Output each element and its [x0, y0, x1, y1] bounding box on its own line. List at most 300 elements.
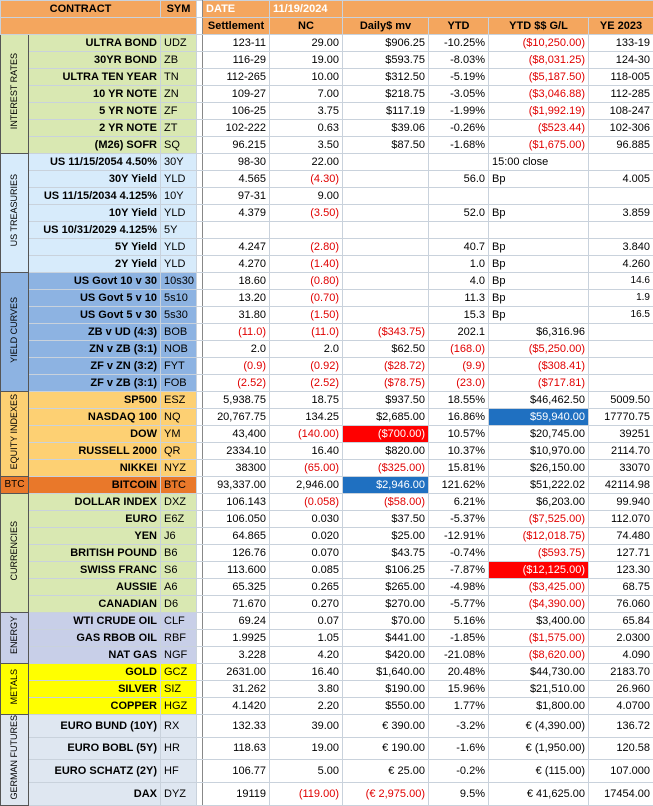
ye-cell[interactable]: 68.75: [589, 579, 653, 596]
settlement-cell[interactable]: 2334.10: [203, 443, 270, 460]
ye-cell[interactable]: 65.84: [589, 613, 653, 630]
contract-cell[interactable]: EURO BUND (10Y): [29, 715, 161, 738]
settlement-cell[interactable]: 4.1420: [203, 698, 270, 715]
daily-mv-cell[interactable]: [343, 290, 429, 307]
symbol-cell[interactable]: ZT: [161, 120, 197, 137]
daily-mv-cell[interactable]: ($343.75): [343, 324, 429, 341]
header-ytd[interactable]: YTD: [429, 18, 489, 35]
contract-cell[interactable]: SWISS FRANC: [29, 562, 161, 579]
symbol-cell[interactable]: D6: [161, 596, 197, 613]
ye-cell[interactable]: 108-247: [589, 103, 653, 120]
ytd-cell[interactable]: -0.26%: [429, 120, 489, 137]
contract-cell[interactable]: RUSSELL 2000: [29, 443, 161, 460]
settlement-cell[interactable]: 4.379: [203, 205, 270, 222]
ytd-cell[interactable]: 40.7: [429, 239, 489, 256]
contract-cell[interactable]: 5Y Yield: [29, 239, 161, 256]
contract-cell[interactable]: US Govt 10 v 30: [29, 273, 161, 290]
ytd-gl-cell[interactable]: ($3,425.00): [489, 579, 589, 596]
ye-cell[interactable]: 123.30: [589, 562, 653, 579]
ye-cell[interactable]: 76.060: [589, 596, 653, 613]
ytd-cell[interactable]: -1.85%: [429, 630, 489, 647]
settlement-cell[interactable]: 5,938.75: [203, 392, 270, 409]
contract-cell[interactable]: US 10/31/2029 4.125%: [29, 222, 161, 239]
ytd-gl-cell[interactable]: ($3,046.88): [489, 86, 589, 103]
nc-cell[interactable]: 7.00: [270, 86, 343, 103]
daily-mv-cell[interactable]: € 190.00: [343, 737, 429, 760]
daily-mv-cell[interactable]: $265.00: [343, 579, 429, 596]
ytd-gl-cell[interactable]: ($523.44): [489, 120, 589, 137]
ytd-gl-cell[interactable]: $21,510.00: [489, 681, 589, 698]
symbol-cell[interactable]: 5s10: [161, 290, 197, 307]
contract-cell[interactable]: US 11/15/2034 4.125%: [29, 188, 161, 205]
ytd-cell[interactable]: 1.77%: [429, 698, 489, 715]
nc-cell[interactable]: (4.30): [270, 171, 343, 188]
settlement-cell[interactable]: 43,400: [203, 426, 270, 443]
symbol-cell[interactable]: NQ: [161, 409, 197, 426]
ye-cell[interactable]: 120.58: [589, 737, 653, 760]
ytd-cell[interactable]: (9.9): [429, 358, 489, 375]
symbol-cell[interactable]: 5s30: [161, 307, 197, 324]
contract-cell[interactable]: DOLLAR INDEX: [29, 494, 161, 511]
ytd-cell[interactable]: 202.1: [429, 324, 489, 341]
ye-cell[interactable]: 2.0300: [589, 630, 653, 647]
daily-mv-cell[interactable]: [343, 154, 429, 171]
contract-cell[interactable]: NAT GAS: [29, 647, 161, 664]
ye-cell[interactable]: 2183.70: [589, 664, 653, 681]
symbol-cell[interactable]: BOB: [161, 324, 197, 341]
ytd-gl-cell[interactable]: ($10,250.00): [489, 35, 589, 52]
contract-cell[interactable]: 2 YR NOTE: [29, 120, 161, 137]
settlement-cell[interactable]: 4.247: [203, 239, 270, 256]
ytd-cell[interactable]: 15.96%: [429, 681, 489, 698]
symbol-cell[interactable]: DYZ: [161, 782, 197, 805]
daily-mv-cell[interactable]: ($28.72): [343, 358, 429, 375]
ye-cell[interactable]: 5009.50: [589, 392, 653, 409]
ye-cell[interactable]: 107.000: [589, 760, 653, 783]
settlement-cell[interactable]: 112-265: [203, 69, 270, 86]
symbol-cell[interactable]: HF: [161, 760, 197, 783]
ye-cell[interactable]: 17454.00: [589, 782, 653, 805]
ytd-gl-cell[interactable]: € (115.00): [489, 760, 589, 783]
header-sym[interactable]: SYM: [161, 1, 197, 18]
ye-cell[interactable]: 39251: [589, 426, 653, 443]
symbol-cell[interactable]: A6: [161, 579, 197, 596]
settlement-cell[interactable]: 3.228: [203, 647, 270, 664]
daily-mv-cell[interactable]: $2,685.00: [343, 409, 429, 426]
ytd-gl-cell[interactable]: ($5,187.50): [489, 69, 589, 86]
nc-cell[interactable]: 19.00: [270, 737, 343, 760]
ye-cell[interactable]: 14.6: [589, 273, 653, 290]
nc-cell[interactable]: 19.00: [270, 52, 343, 69]
contract-cell[interactable]: SILVER: [29, 681, 161, 698]
ye-cell[interactable]: [589, 324, 653, 341]
ytd-gl-cell[interactable]: $59,940.00: [489, 409, 589, 426]
contract-cell[interactable]: YEN: [29, 528, 161, 545]
daily-mv-cell[interactable]: [343, 273, 429, 290]
daily-mv-cell[interactable]: ($700.00): [343, 426, 429, 443]
ye-cell[interactable]: 96.885: [589, 137, 653, 154]
settlement-cell[interactable]: (2.52): [203, 375, 270, 392]
daily-mv-cell[interactable]: ($78.75): [343, 375, 429, 392]
ytd-gl-cell[interactable]: € (1,950.00): [489, 737, 589, 760]
ytd-cell[interactable]: (23.0): [429, 375, 489, 392]
ytd-cell[interactable]: 11.3: [429, 290, 489, 307]
ye-cell[interactable]: 4.0700: [589, 698, 653, 715]
ytd-gl-cell[interactable]: ($4,390.00): [489, 596, 589, 613]
ytd-cell[interactable]: 6.21%: [429, 494, 489, 511]
symbol-cell[interactable]: ZF: [161, 103, 197, 120]
ytd-cell[interactable]: 15.3: [429, 307, 489, 324]
nc-cell[interactable]: 3.75: [270, 103, 343, 120]
symbol-cell[interactable]: YLD: [161, 256, 197, 273]
nc-cell[interactable]: (0.70): [270, 290, 343, 307]
daily-mv-cell[interactable]: $1,640.00: [343, 664, 429, 681]
settlement-cell[interactable]: 13.20: [203, 290, 270, 307]
contract-cell[interactable]: 10 YR NOTE: [29, 86, 161, 103]
nc-cell[interactable]: 16.40: [270, 664, 343, 681]
ytd-gl-cell[interactable]: Bp: [489, 273, 589, 290]
ytd-cell[interactable]: -1.99%: [429, 103, 489, 120]
contract-cell[interactable]: DOW: [29, 426, 161, 443]
contract-cell[interactable]: ZF v ZN (3:2): [29, 358, 161, 375]
nc-cell[interactable]: 2,946.00: [270, 477, 343, 494]
nc-cell[interactable]: 18.75: [270, 392, 343, 409]
ytd-gl-cell[interactable]: $10,970.00: [489, 443, 589, 460]
settlement-cell[interactable]: [203, 222, 270, 239]
ytd-gl-cell[interactable]: € 41,625.00: [489, 782, 589, 805]
settlement-cell[interactable]: 106.77: [203, 760, 270, 783]
nc-cell[interactable]: (0.80): [270, 273, 343, 290]
symbol-cell[interactable]: DXZ: [161, 494, 197, 511]
ytd-gl-cell[interactable]: ($12,018.75): [489, 528, 589, 545]
ytd-cell[interactable]: -12.91%: [429, 528, 489, 545]
symbol-cell[interactable]: UDZ: [161, 35, 197, 52]
nc-cell[interactable]: 134.25: [270, 409, 343, 426]
daily-mv-cell[interactable]: € 25.00: [343, 760, 429, 783]
contract-cell[interactable]: COPPER: [29, 698, 161, 715]
ytd-gl-cell[interactable]: ($717.81): [489, 375, 589, 392]
nc-cell[interactable]: (0.058): [270, 494, 343, 511]
symbol-cell[interactable]: YLD: [161, 205, 197, 222]
settlement-cell[interactable]: 98-30: [203, 154, 270, 171]
ye-cell[interactable]: 112.070: [589, 511, 653, 528]
symbol-cell[interactable]: QR: [161, 443, 197, 460]
ytd-gl-cell[interactable]: Bp: [489, 239, 589, 256]
ytd-gl-cell[interactable]: Bp: [489, 171, 589, 188]
daily-mv-cell[interactable]: $593.75: [343, 52, 429, 69]
ytd-cell[interactable]: 10.37%: [429, 443, 489, 460]
ytd-gl-cell[interactable]: $26,150.00: [489, 460, 589, 477]
settlement-cell[interactable]: 19119: [203, 782, 270, 805]
contract-cell[interactable]: 10Y Yield: [29, 205, 161, 222]
nc-cell[interactable]: 2.20: [270, 698, 343, 715]
header-settlement[interactable]: Settlement: [203, 18, 270, 35]
symbol-cell[interactable]: SIZ: [161, 681, 197, 698]
ytd-cell[interactable]: 52.0: [429, 205, 489, 222]
ye-cell[interactable]: [589, 188, 653, 205]
daily-mv-cell[interactable]: (€ 2,975.00): [343, 782, 429, 805]
settlement-cell[interactable]: 118.63: [203, 737, 270, 760]
ytd-cell[interactable]: 10.57%: [429, 426, 489, 443]
ye-cell[interactable]: [589, 154, 653, 171]
settlement-cell[interactable]: (11.0): [203, 324, 270, 341]
daily-mv-cell[interactable]: [343, 239, 429, 256]
settlement-cell[interactable]: 18.60: [203, 273, 270, 290]
ye-cell[interactable]: 4.005: [589, 171, 653, 188]
ytd-gl-cell[interactable]: $6,316.96: [489, 324, 589, 341]
symbol-cell[interactable]: 10Y: [161, 188, 197, 205]
symbol-cell[interactable]: ZB: [161, 52, 197, 69]
ytd-gl-cell[interactable]: $46,462.50: [489, 392, 589, 409]
daily-mv-cell[interactable]: $87.50: [343, 137, 429, 154]
contract-cell[interactable]: (M26) SOFR: [29, 137, 161, 154]
settlement-cell[interactable]: 1.9925: [203, 630, 270, 647]
symbol-cell[interactable]: 5Y: [161, 222, 197, 239]
ytd-cell[interactable]: 121.62%: [429, 477, 489, 494]
nc-cell[interactable]: 0.265: [270, 579, 343, 596]
ye-cell[interactable]: 16.5: [589, 307, 653, 324]
nc-cell[interactable]: 39.00: [270, 715, 343, 738]
ye-cell[interactable]: [589, 375, 653, 392]
daily-mv-cell[interactable]: $25.00: [343, 528, 429, 545]
settlement-cell[interactable]: 109-27: [203, 86, 270, 103]
ye-cell[interactable]: 4.090: [589, 647, 653, 664]
daily-mv-cell[interactable]: $420.00: [343, 647, 429, 664]
ytd-cell[interactable]: -1.6%: [429, 737, 489, 760]
nc-cell[interactable]: 0.07: [270, 613, 343, 630]
contract-cell[interactable]: 2Y Yield: [29, 256, 161, 273]
nc-cell[interactable]: 10.00: [270, 69, 343, 86]
ye-cell[interactable]: 118-005: [589, 69, 653, 86]
daily-mv-cell[interactable]: € 390.00: [343, 715, 429, 738]
symbol-cell[interactable]: B6: [161, 545, 197, 562]
ytd-cell[interactable]: -3.05%: [429, 86, 489, 103]
settlement-cell[interactable]: 123-11: [203, 35, 270, 52]
symbol-cell[interactable]: YLD: [161, 171, 197, 188]
nc-cell[interactable]: 1.05: [270, 630, 343, 647]
nc-cell[interactable]: (2.52): [270, 375, 343, 392]
ytd-gl-cell[interactable]: $44,730.00: [489, 664, 589, 681]
ytd-cell[interactable]: 18.55%: [429, 392, 489, 409]
contract-cell[interactable]: GAS RBOB OIL: [29, 630, 161, 647]
daily-mv-cell[interactable]: [343, 256, 429, 273]
settlement-cell[interactable]: 65.325: [203, 579, 270, 596]
settlement-cell[interactable]: 96.215: [203, 137, 270, 154]
ye-cell[interactable]: 4.260: [589, 256, 653, 273]
contract-cell[interactable]: US 11/15/2054 4.50%: [29, 154, 161, 171]
contract-cell[interactable]: WTI CRUDE OIL: [29, 613, 161, 630]
ytd-cell[interactable]: 20.48%: [429, 664, 489, 681]
contract-cell[interactable]: BITCOIN: [29, 477, 161, 494]
header-contract[interactable]: CONTRACT: [1, 1, 161, 18]
ye-cell[interactable]: 136.72: [589, 715, 653, 738]
symbol-cell[interactable]: NOB: [161, 341, 197, 358]
ytd-cell[interactable]: -5.19%: [429, 69, 489, 86]
nc-cell[interactable]: 16.40: [270, 443, 343, 460]
symbol-cell[interactable]: HR: [161, 737, 197, 760]
nc-cell[interactable]: 0.020: [270, 528, 343, 545]
contract-cell[interactable]: 30YR BOND: [29, 52, 161, 69]
settlement-cell[interactable]: 31.262: [203, 681, 270, 698]
daily-mv-cell[interactable]: $550.00: [343, 698, 429, 715]
symbol-cell[interactable]: FYT: [161, 358, 197, 375]
nc-cell[interactable]: 0.030: [270, 511, 343, 528]
contract-cell[interactable]: AUSSIE: [29, 579, 161, 596]
settlement-cell[interactable]: 106-25: [203, 103, 270, 120]
contract-cell[interactable]: NASDAQ 100: [29, 409, 161, 426]
ytd-cell[interactable]: [429, 222, 489, 239]
symbol-cell[interactable]: RBF: [161, 630, 197, 647]
symbol-cell[interactable]: FOB: [161, 375, 197, 392]
nc-cell[interactable]: (2.80): [270, 239, 343, 256]
ytd-gl-cell[interactable]: $3,400.00: [489, 613, 589, 630]
ytd-cell[interactable]: [429, 154, 489, 171]
symbol-cell[interactable]: J6: [161, 528, 197, 545]
ye-cell[interactable]: 1.9: [589, 290, 653, 307]
symbol-cell[interactable]: S6: [161, 562, 197, 579]
ytd-gl-cell[interactable]: $20,745.00: [489, 426, 589, 443]
ytd-cell[interactable]: -10.25%: [429, 35, 489, 52]
daily-mv-cell[interactable]: $218.75: [343, 86, 429, 103]
ytd-cell[interactable]: -0.2%: [429, 760, 489, 783]
ytd-gl-cell[interactable]: Bp: [489, 205, 589, 222]
contract-cell[interactable]: DAX: [29, 782, 161, 805]
ytd-cell[interactable]: [429, 188, 489, 205]
symbol-cell[interactable]: TN: [161, 69, 197, 86]
nc-cell[interactable]: 3.50: [270, 137, 343, 154]
settlement-cell[interactable]: 69.24: [203, 613, 270, 630]
header-nc[interactable]: NC: [270, 18, 343, 35]
ytd-gl-cell[interactable]: $6,203.00: [489, 494, 589, 511]
ytd-gl-cell[interactable]: ($593.75): [489, 545, 589, 562]
contract-cell[interactable]: EURO SCHATZ (2Y): [29, 760, 161, 783]
contract-cell[interactable]: ZB v UD (4:3): [29, 324, 161, 341]
ye-cell[interactable]: [589, 222, 653, 239]
symbol-cell[interactable]: NGF: [161, 647, 197, 664]
daily-mv-cell[interactable]: $2,946.00: [343, 477, 429, 494]
ytd-cell[interactable]: -3.2%: [429, 715, 489, 738]
nc-cell[interactable]: [270, 222, 343, 239]
nc-cell[interactable]: (11.0): [270, 324, 343, 341]
contract-cell[interactable]: ZF v ZB (3:1): [29, 375, 161, 392]
nc-cell[interactable]: 0.070: [270, 545, 343, 562]
ye-cell[interactable]: [589, 358, 653, 375]
nc-cell[interactable]: 0.270: [270, 596, 343, 613]
ytd-gl-cell[interactable]: ($7,525.00): [489, 511, 589, 528]
daily-mv-cell[interactable]: $312.50: [343, 69, 429, 86]
daily-mv-cell[interactable]: [343, 188, 429, 205]
contract-cell[interactable]: EURO: [29, 511, 161, 528]
contract-cell[interactable]: NIKKEI: [29, 460, 161, 477]
settlement-cell[interactable]: 102-222: [203, 120, 270, 137]
symbol-cell[interactable]: CLF: [161, 613, 197, 630]
daily-mv-cell[interactable]: $70.00: [343, 613, 429, 630]
ye-cell[interactable]: 3.840: [589, 239, 653, 256]
settlement-cell[interactable]: 116-29: [203, 52, 270, 69]
ye-cell[interactable]: 112-285: [589, 86, 653, 103]
settlement-cell[interactable]: 132.33: [203, 715, 270, 738]
settlement-cell[interactable]: 4.270: [203, 256, 270, 273]
contract-cell[interactable]: 30Y Yield: [29, 171, 161, 188]
settlement-cell[interactable]: (0.9): [203, 358, 270, 375]
ye-cell[interactable]: 99.940: [589, 494, 653, 511]
settlement-cell[interactable]: 113.600: [203, 562, 270, 579]
symbol-cell[interactable]: GCZ: [161, 664, 197, 681]
symbol-cell[interactable]: YM: [161, 426, 197, 443]
settlement-cell[interactable]: 106.050: [203, 511, 270, 528]
ytd-cell[interactable]: -5.77%: [429, 596, 489, 613]
contract-cell[interactable]: EURO BOBL (5Y): [29, 737, 161, 760]
contract-cell[interactable]: SP500: [29, 392, 161, 409]
ye-cell[interactable]: 17770.75: [589, 409, 653, 426]
settlement-cell[interactable]: 97-31: [203, 188, 270, 205]
ytd-gl-cell[interactable]: ($1,675.00): [489, 137, 589, 154]
ye-cell[interactable]: 133-19: [589, 35, 653, 52]
ytd-gl-cell[interactable]: ($1,575.00): [489, 630, 589, 647]
daily-mv-cell[interactable]: ($325.00): [343, 460, 429, 477]
ytd-gl-cell[interactable]: ($8,031.25): [489, 52, 589, 69]
ytd-gl-cell[interactable]: Bp: [489, 290, 589, 307]
symbol-cell[interactable]: ESZ: [161, 392, 197, 409]
ye-cell[interactable]: 127.71: [589, 545, 653, 562]
settlement-cell[interactable]: 2.0: [203, 341, 270, 358]
ytd-gl-cell[interactable]: ($12,125.00): [489, 562, 589, 579]
symbol-cell[interactable]: SQ: [161, 137, 197, 154]
ytd-gl-cell[interactable]: ($1,992.19): [489, 103, 589, 120]
ytd-gl-cell[interactable]: ($308.41): [489, 358, 589, 375]
ytd-cell[interactable]: 56.0: [429, 171, 489, 188]
nc-cell[interactable]: 29.00: [270, 35, 343, 52]
settlement-cell[interactable]: 38300: [203, 460, 270, 477]
daily-mv-cell[interactable]: $820.00: [343, 443, 429, 460]
ytd-gl-cell[interactable]: ($8,620.00): [489, 647, 589, 664]
symbol-cell[interactable]: HGZ: [161, 698, 197, 715]
nc-cell[interactable]: 3.80: [270, 681, 343, 698]
contract-cell[interactable]: CANADIAN: [29, 596, 161, 613]
settlement-cell[interactable]: 106.143: [203, 494, 270, 511]
symbol-cell[interactable]: YLD: [161, 239, 197, 256]
nc-cell[interactable]: 4.20: [270, 647, 343, 664]
daily-mv-cell[interactable]: [343, 307, 429, 324]
nc-cell[interactable]: (0.92): [270, 358, 343, 375]
contract-cell[interactable]: GOLD: [29, 664, 161, 681]
contract-cell[interactable]: BRITISH POUND: [29, 545, 161, 562]
ytd-cell[interactable]: -8.03%: [429, 52, 489, 69]
settlement-cell[interactable]: 71.670: [203, 596, 270, 613]
daily-mv-cell[interactable]: [343, 222, 429, 239]
ye-cell[interactable]: 74.480: [589, 528, 653, 545]
ytd-gl-cell[interactable]: [489, 188, 589, 205]
ytd-cell[interactable]: -21.08%: [429, 647, 489, 664]
contract-cell[interactable]: US Govt 5 v 10: [29, 290, 161, 307]
ytd-cell[interactable]: -0.74%: [429, 545, 489, 562]
ye-cell[interactable]: 102-306: [589, 120, 653, 137]
nc-cell[interactable]: 5.00: [270, 760, 343, 783]
daily-mv-cell[interactable]: $270.00: [343, 596, 429, 613]
daily-mv-cell[interactable]: $37.50: [343, 511, 429, 528]
nc-cell[interactable]: 22.00: [270, 154, 343, 171]
ytd-cell[interactable]: 1.0: [429, 256, 489, 273]
nc-cell[interactable]: (65.00): [270, 460, 343, 477]
nc-cell[interactable]: (1.50): [270, 307, 343, 324]
ye-cell[interactable]: 42114.98: [589, 477, 653, 494]
symbol-cell[interactable]: RX: [161, 715, 197, 738]
ytd-cell[interactable]: -4.98%: [429, 579, 489, 596]
ytd-cell[interactable]: 16.86%: [429, 409, 489, 426]
ye-cell[interactable]: 2114.70: [589, 443, 653, 460]
daily-mv-cell[interactable]: $190.00: [343, 681, 429, 698]
ytd-gl-cell[interactable]: [489, 222, 589, 239]
